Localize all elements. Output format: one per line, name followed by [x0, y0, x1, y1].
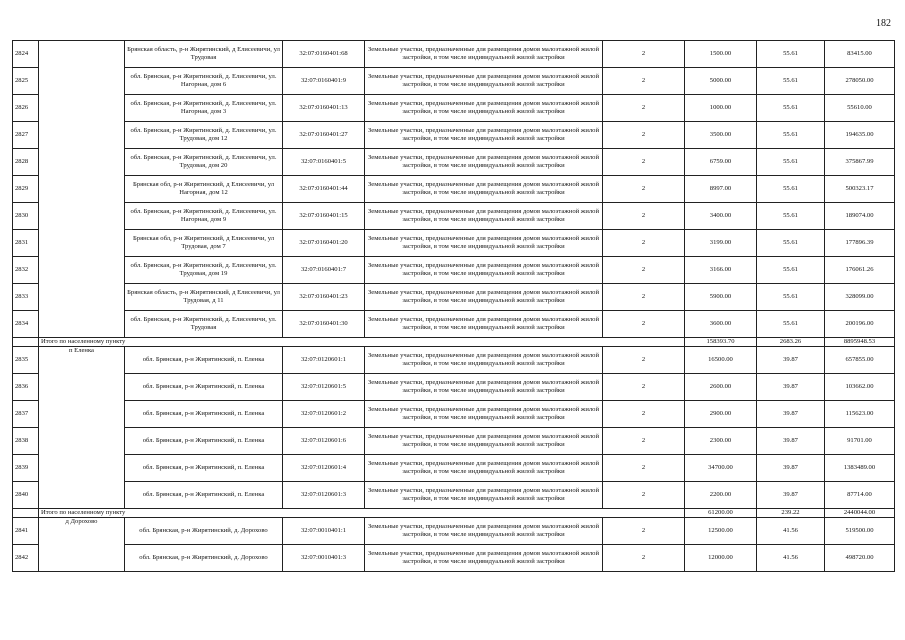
area-cell: 2300.00	[685, 428, 757, 455]
rate-cell: 39.87	[757, 401, 825, 428]
cadastral-number-cell: 32:07:0160401:9	[283, 68, 365, 95]
land-use-cell: Земельные участки, предназначенные для размещения домов малоэтажной жилой застройки, в том числе индивидуальной жилой застройки	[365, 311, 603, 338]
cadastral-number-cell: 32:07:0160401:15	[283, 203, 365, 230]
total-value: 8895948.53	[825, 338, 895, 347]
table-row	[13, 401, 895, 428]
rate-cell: 55.61	[757, 122, 825, 149]
area-cell: 8997.00	[685, 176, 757, 203]
table-row	[13, 176, 895, 203]
address-cell: обл. Брянская, р-н Жирятинский, д. Дорохово	[125, 545, 283, 572]
settlement-total-row	[13, 509, 895, 518]
area-cell: 3166.00	[685, 257, 757, 284]
rate-cell: 55.61	[757, 203, 825, 230]
cadastral-value-cell: 328099.00	[825, 284, 895, 311]
area-cell: 34700.00	[685, 455, 757, 482]
cadastral-value-cell: 91701.00	[825, 428, 895, 455]
table-row	[13, 203, 895, 230]
total-rate: 2683.26	[757, 338, 825, 347]
total-area: 61200.00	[685, 509, 757, 518]
rate-cell: 55.61	[757, 230, 825, 257]
cadastral-number-cell: 32:07:0010401:1	[283, 518, 365, 545]
area-cell: 3500.00	[685, 122, 757, 149]
address-cell: обл. Брянская, р-н Жирятинский, п. Еленка	[125, 401, 283, 428]
address-cell: Брянская обл, р-н Жирятинский, д Елисеевичи, ул Трудовая, дом 7	[125, 230, 283, 257]
rate-cell: 39.87	[757, 455, 825, 482]
total-label: Итого по населенному пункту	[39, 509, 685, 518]
row-number: 2826	[13, 95, 39, 122]
rate-cell: 55.61	[757, 176, 825, 203]
cadastral-number-cell: 32:07:0160401:13	[283, 95, 365, 122]
row-number: 2841	[13, 518, 39, 545]
cadastral-number-cell: 32:07:0120601:1	[283, 347, 365, 374]
rate-cell: 55.61	[757, 95, 825, 122]
table-row	[13, 68, 895, 95]
land-use-cell: Земельные участки, предназначенные для размещения домов малоэтажной жилой застройки, в том числе индивидуальной жилой застройки	[365, 122, 603, 149]
table-row	[13, 347, 895, 374]
category-cell: 2	[603, 311, 685, 338]
row-number: 2835	[13, 347, 39, 374]
cadastral-value-cell: 87714.00	[825, 482, 895, 509]
rate-cell: 55.61	[757, 311, 825, 338]
land-use-cell: Земельные участки, предназначенные для размещения домов малоэтажной жилой застройки, в том числе индивидуальной жилой застройки	[365, 149, 603, 176]
land-use-cell: Земельные участки, предназначенные для размещения домов малоэтажной жилой застройки, в том числе индивидуальной жилой застройки	[365, 203, 603, 230]
area-cell: 3199.00	[685, 230, 757, 257]
rate-cell: 55.61	[757, 41, 825, 68]
area-cell: 2600.00	[685, 374, 757, 401]
land-use-cell: Земельные участки, предназначенные для размещения домов малоэтажной жилой застройки, в том числе индивидуальной жилой застройки	[365, 176, 603, 203]
category-cell: 2	[603, 284, 685, 311]
area-cell: 2200.00	[685, 482, 757, 509]
cadastral-value-cell: 55610.00	[825, 95, 895, 122]
row-number: 2824	[13, 41, 39, 68]
rate-cell: 55.61	[757, 149, 825, 176]
table-row	[13, 95, 895, 122]
area-cell: 6759.00	[685, 149, 757, 176]
address-cell: обл. Брянская, р-н Жирятинский, д. Елисеевичи, ул. Трудовая	[125, 311, 283, 338]
table-row	[13, 230, 895, 257]
category-cell: 2	[603, 482, 685, 509]
land-use-cell: Земельные участки, предназначенные для размещения домов малоэтажной жилой застройки, в том числе индивидуальной жилой застройки	[365, 401, 603, 428]
area-cell: 1500.00	[685, 41, 757, 68]
cadastral-value-cell: 194635.00	[825, 122, 895, 149]
cadastral-number-cell: 32:07:0120601:6	[283, 428, 365, 455]
address-cell: обл. Брянская, р-н Жирятинский, п. Еленка	[125, 428, 283, 455]
row-number: 2838	[13, 428, 39, 455]
address-cell: обл. Брянская, р-н Жирятинский, д. Елисеевичи, ул. Трудовая, дом 12	[125, 122, 283, 149]
table-row	[13, 374, 895, 401]
cadastral-value-cell: 177896.39	[825, 230, 895, 257]
area-cell: 1000.00	[685, 95, 757, 122]
rate-cell: 39.87	[757, 428, 825, 455]
address-cell: обл. Брянская, р-н Жирятинский, п. Еленка	[125, 347, 283, 374]
table-row	[13, 284, 895, 311]
total-blank-cell	[13, 509, 39, 518]
cadastral-value-cell: 176061.26	[825, 257, 895, 284]
address-cell: Брянская область, р-н Жирятинский, д Елисеевичи, ул Трудовая	[125, 41, 283, 68]
table-row	[13, 149, 895, 176]
settlement-name-cell: д Дорохово	[39, 518, 125, 572]
row-number: 2832	[13, 257, 39, 284]
rate-cell: 41.56	[757, 518, 825, 545]
rate-cell: 55.61	[757, 257, 825, 284]
table-row	[13, 482, 895, 509]
total-label: Итого по населенному пункту	[39, 338, 685, 347]
cadastral-number-cell: 32:07:0160401:30	[283, 311, 365, 338]
area-cell: 16500.00	[685, 347, 757, 374]
row-number: 2836	[13, 374, 39, 401]
rate-cell: 55.61	[757, 284, 825, 311]
address-cell: Брянская обл, р-н Жирятинский, д Елисеевичи, ул Нагорная, дом 12	[125, 176, 283, 203]
cadastral-number-cell: 32:07:0120601:3	[283, 482, 365, 509]
row-number: 2837	[13, 401, 39, 428]
land-use-cell: Земельные участки, предназначенные для размещения домов малоэтажной жилой застройки, в том числе индивидуальной жилой застройки	[365, 230, 603, 257]
category-cell: 2	[603, 257, 685, 284]
cadastral-value-cell: 200196.00	[825, 311, 895, 338]
table-row	[13, 428, 895, 455]
table-body	[13, 41, 895, 572]
category-cell: 2	[603, 230, 685, 257]
cadastral-value-cell: 278050.00	[825, 68, 895, 95]
settlement-name-cell: п Еленка	[39, 347, 125, 509]
cadastral-number-cell: 32:07:0120601:2	[283, 401, 365, 428]
cadastral-value-cell: 498720.00	[825, 545, 895, 572]
category-cell: 2	[603, 176, 685, 203]
rate-cell: 55.61	[757, 68, 825, 95]
settlement-total-row	[13, 338, 895, 347]
row-number: 2834	[13, 311, 39, 338]
category-cell: 2	[603, 41, 685, 68]
table-row	[13, 518, 895, 545]
cadastral-value-cell: 103662.00	[825, 374, 895, 401]
land-use-cell: Земельные участки, предназначенные для размещения домов малоэтажной жилой застройки, в том числе индивидуальной жилой застройки	[365, 41, 603, 68]
total-blank-cell	[13, 338, 39, 347]
category-cell: 2	[603, 455, 685, 482]
page-number: 182	[876, 18, 891, 29]
total-area: 158393.70	[685, 338, 757, 347]
address-cell: обл. Брянская, р-н Жирятинский, д. Елисеевичи, ул. Нагорная, дом 3	[125, 95, 283, 122]
area-cell: 5000.00	[685, 68, 757, 95]
land-use-cell: Земельные участки, предназначенные для размещения домов малоэтажной жилой застройки, в том числе индивидуальной жилой застройки	[365, 257, 603, 284]
area-cell: 2900.00	[685, 401, 757, 428]
cadastral-value-table	[12, 40, 895, 572]
category-cell: 2	[603, 545, 685, 572]
category-cell: 2	[603, 149, 685, 176]
settlement-name-cell	[39, 41, 125, 338]
category-cell: 2	[603, 122, 685, 149]
rate-cell: 39.87	[757, 482, 825, 509]
area-cell: 12500.00	[685, 518, 757, 545]
rate-cell: 39.87	[757, 347, 825, 374]
row-number: 2831	[13, 230, 39, 257]
category-cell: 2	[603, 347, 685, 374]
land-use-cell: Земельные участки, предназначенные для размещения домов малоэтажной жилой застройки, в том числе индивидуальной жилой застройки	[365, 545, 603, 572]
cadastral-value-cell: 519500.00	[825, 518, 895, 545]
row-number: 2829	[13, 176, 39, 203]
address-cell: обл. Брянская, р-н Жирятинский, д. Елисеевичи, ул. Нагорная, дом 6	[125, 68, 283, 95]
cadastral-number-cell: 32:07:0160401:44	[283, 176, 365, 203]
address-cell: обл. Брянская, р-н Жирятинский, д. Елисеевичи, ул. Трудовая, дом 19	[125, 257, 283, 284]
cadastral-number-cell: 32:07:0160401:68	[283, 41, 365, 68]
area-cell: 12000.00	[685, 545, 757, 572]
cadastral-value-cell: 83415.00	[825, 41, 895, 68]
category-cell: 2	[603, 428, 685, 455]
table-row	[13, 455, 895, 482]
cadastral-number-cell: 32:07:0160401:5	[283, 149, 365, 176]
land-use-cell: Земельные участки, предназначенные для размещения домов малоэтажной жилой застройки, в том числе индивидуальной жилой застройки	[365, 95, 603, 122]
address-cell: обл. Брянская, р-н Жирятинский, д. Елисеевичи, ул. Трудовая, дом 20	[125, 149, 283, 176]
cadastral-value-cell: 1383489.00	[825, 455, 895, 482]
address-cell: обл. Брянская, р-н Жирятинский, д. Дорохово	[125, 518, 283, 545]
row-number: 2842	[13, 545, 39, 572]
address-cell: Брянская область, р-н Жирятинский, д Елисеевичи, ул Трудовая, д 11	[125, 284, 283, 311]
cadastral-value-cell: 657855.00	[825, 347, 895, 374]
cadastral-number-cell: 32:07:0160401:20	[283, 230, 365, 257]
cadastral-value-cell: 375867.99	[825, 149, 895, 176]
address-cell: обл. Брянская, р-н Жирятинский, п. Еленка	[125, 455, 283, 482]
cadastral-number-cell: 32:07:0160401:23	[283, 284, 365, 311]
row-number: 2825	[13, 68, 39, 95]
land-use-cell: Земельные участки, предназначенные для размещения домов малоэтажной жилой застройки, в том числе индивидуальной жилой застройки	[365, 68, 603, 95]
category-cell: 2	[603, 68, 685, 95]
cadastral-number-cell: 32:07:0120601:4	[283, 455, 365, 482]
land-use-cell: Земельные участки, предназначенные для размещения домов малоэтажной жилой застройки, в том числе индивидуальной жилой застройки	[365, 374, 603, 401]
cadastral-value-cell: 189074.00	[825, 203, 895, 230]
land-use-cell: Земельные участки, предназначенные для размещения домов малоэтажной жилой застройки, в том числе индивидуальной жилой застройки	[365, 428, 603, 455]
row-number: 2839	[13, 455, 39, 482]
row-number: 2840	[13, 482, 39, 509]
table-row	[13, 311, 895, 338]
address-cell: обл. Брянская, р-н Жирятинский, д. Елисеевичи, ул. Нагорная, дом 9	[125, 203, 283, 230]
table-row	[13, 257, 895, 284]
table-row	[13, 122, 895, 149]
area-cell: 3400.00	[685, 203, 757, 230]
cadastral-value-cell: 115623.00	[825, 401, 895, 428]
cadastral-number-cell: 32:07:0160401:7	[283, 257, 365, 284]
total-value: 2440044.00	[825, 509, 895, 518]
land-use-cell: Земельные участки, предназначенные для размещения домов малоэтажной жилой застройки, в том числе индивидуальной жилой застройки	[365, 455, 603, 482]
category-cell: 2	[603, 518, 685, 545]
total-rate: 239.22	[757, 509, 825, 518]
category-cell: 2	[603, 401, 685, 428]
category-cell: 2	[603, 203, 685, 230]
area-cell: 5900.00	[685, 284, 757, 311]
category-cell: 2	[603, 95, 685, 122]
land-use-cell: Земельные участки, предназначенные для размещения домов малоэтажной жилой застройки, в том числе индивидуальной жилой застройки	[365, 482, 603, 509]
cadastral-number-cell: 32:07:0010401:3	[283, 545, 365, 572]
address-cell: обл. Брянская, р-н Жирятинский, п. Еленка	[125, 374, 283, 401]
address-cell: обл. Брянская, р-н Жирятинский, п. Еленка	[125, 482, 283, 509]
rate-cell: 39.87	[757, 374, 825, 401]
land-use-cell: Земельные участки, предназначенные для размещения домов малоэтажной жилой застройки, в том числе индивидуальной жилой застройки	[365, 518, 603, 545]
rate-cell: 41.56	[757, 545, 825, 572]
area-cell: 3600.00	[685, 311, 757, 338]
cadastral-number-cell: 32:07:0160401:27	[283, 122, 365, 149]
table-row	[13, 41, 895, 68]
row-number: 2827	[13, 122, 39, 149]
row-number: 2830	[13, 203, 39, 230]
cadastral-number-cell: 32:07:0120601:5	[283, 374, 365, 401]
cadastral-value-cell: 500323.17	[825, 176, 895, 203]
table-row	[13, 545, 895, 572]
land-use-cell: Земельные участки, предназначенные для размещения домов малоэтажной жилой застройки, в том числе индивидуальной жилой застройки	[365, 284, 603, 311]
row-number: 2833	[13, 284, 39, 311]
land-use-cell: Земельные участки, предназначенные для размещения домов малоэтажной жилой застройки, в том числе индивидуальной жилой застройки	[365, 347, 603, 374]
category-cell: 2	[603, 374, 685, 401]
row-number: 2828	[13, 149, 39, 176]
